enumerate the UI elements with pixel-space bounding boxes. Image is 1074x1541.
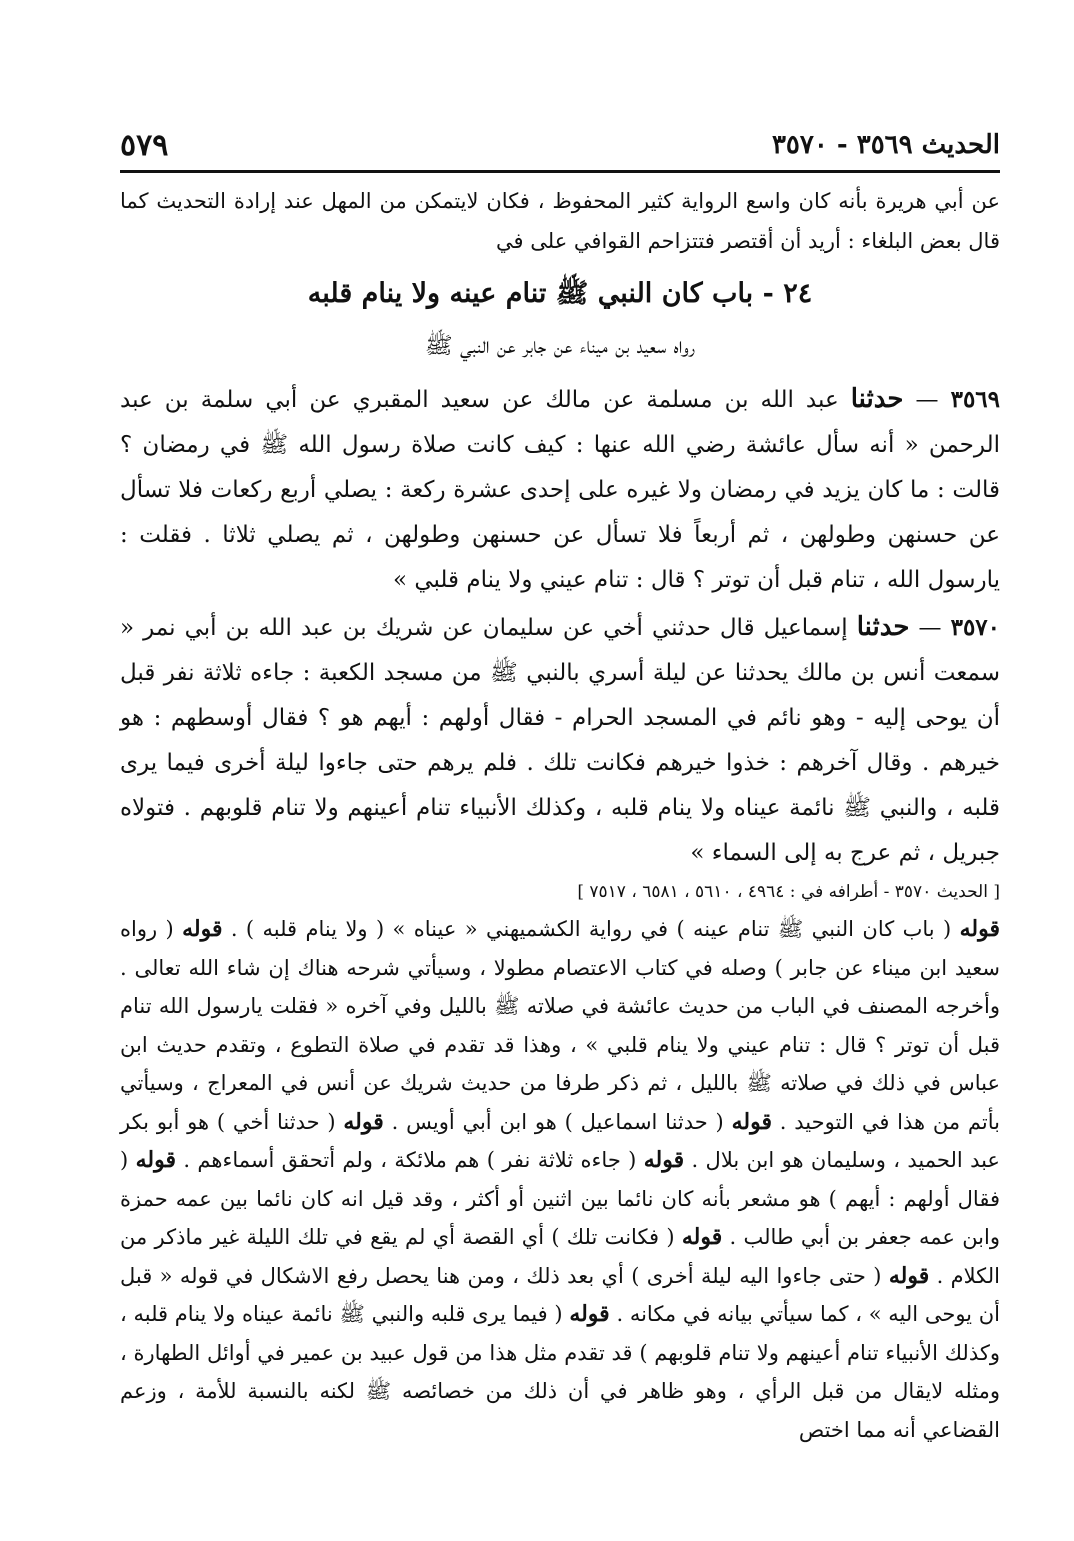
commentary-text: ( جاءه ثلاثة نفر ) هم ملائكة ، ولم أتحقق أسماءهم . [183,1148,637,1172]
page-header [120,126,1000,170]
hadith-3569: ٣٥٦٩ — حدثنا عبد الله بن مسلمة عن مالك عن سعيد المقبري عن أبي سلمة بن عبد الرحمن « أنه سأل عائشة رضي الله عنها : كيف كانت صلاة رسول الله ﷺ في رمضان ؟ قالت : ما كان يزيد في رمضان ولا غيره على إحدى عشرة ركعة : يصلي أربع ركعات فلا تسأل عن حسنهن وطولهن ، ثم أربعاً فلا تسأل عن حسنهن وطولهن ، ثم يصلي ثلاثا . فقلت : يارسول الله ، تنام قبل أن توتر ؟ قال : تنام عيني ولا ينام قلبي » [120,384,1001,593]
hadith-text: إسماعيل قال حدثني أخي عن سليمان عن شريك بن عبد الله بن أبي نمر « سمعت أنس بن مالك يحدثنا عن ليلة أسري بالنبي ﷺ من مسجد الكعبة : جاءه ثلاثة نفر قبل أن يوحى إليه - وهو نائم في المسجد الحرام - فقال أولهم : أيهم هو ؟ فقال أوسطهم : هو خيرهم . وقال آخرهم : خذوا خيرهم فكانت تلك . فلم يرهم حتى جاءوا ليلة أخرى فيما يرى قلبه ، والنبي ﷺ نائمة عيناه ولا ينام قلبه ، وكذلك الأنبياء تنام أعينهم ولا تنام قلوبهم . فتولاه جبريل ، ثم عرج به إلى السماء » [120,615,1000,866]
commentary-keyword: قوله [343,1108,384,1135]
chapter-number: ٢٤ [783,278,813,309]
commentary-keyword: قوله [681,1224,723,1250]
commentary-text: ( حدثنا اسماعيل ) هو ابن أبي أويس . [391,1109,724,1134]
running-title: الحديث ٣٥٦٩ - ٣٥٧٠ [771,130,1000,160]
hadith-cross-references: [ الحديث ٣٥٧٠ - أطرافه في : ٤٩٦٤ ، ٥٦١٠ ، ٦٥٨١ ، ٧٥١٧ ] [577,882,1000,902]
commentary-paragraph [120,910,1000,1449]
intro-paragraph: عن أبي هريرة بأنه كان واسع الرواية كثير المحفوظ ، فكان لايتمكن من المهل عند إرادة التحديث كما قال بعض البلغاء : أريد أن أقتصر فتتزاحم القوافي على في [120,189,1000,253]
chapter-subtitle: رواه سعيد بن ميناء عن جابر عن النبي ﷺ [424,333,696,359]
page-number: ٥٧٩ [120,128,169,163]
hadith-number: ٣٥٦٩ [950,386,1001,413]
chapter-title: كان النبي ﷺ تنام عينه ولا ينام قلبه [307,278,703,309]
commentary-text: ( رواه سعيد ابن ميناء عن جابر ) وصله في كتاب الاعتصام مطولا ، وسيأتي شرحه هناك إن شاء الله تعالى . وأخرجه المصنف في الباب من حديث عائشة في صلاته ﷺ بالليل وفي آخره « فقلت يارسول الله تنام قبل أن توتر ؟ قال : تنام عيني ولا ينام قلبي » ، وهذا قد تقدم في صلاة التطوع ، وتقدم حديث ابن عباس في ذلك في صلاته ﷺ بالليل ، ثم ذكر طرفا من حديث شريك عن أنس في المعراج ، وسيأتي بأتم من هذا في التوحيد . [120,917,1000,1134]
hadith-opener: حدثنا [856,612,910,642]
hadith-opener: حدثنا [850,384,904,414]
commentary-text: ( حدثنا أخي ) هو أبو بكر عبد الحميد ، وسليمان هو ابن بلال . [120,1109,1000,1172]
header-rule [120,170,1000,173]
book-page [120,126,1000,1449]
commentary-text: ( حتى جاءوا اليه ليلة أخرى ) أي بعد ذلك ، ومن هنا يحصل رفع الاشكال في قوله « قبل أن يوحى اليه » ، كما سيأتي بيانه في مكانه . [120,1263,1000,1326]
chapter-label: باب [712,278,754,309]
commentary-text: ( باب كان النبي ﷺ تنام عينه ) في رواية الكشميهني « عيناه » ( ولا ينام قلبه ) . [230,917,952,941]
commentary-keyword: قوله [643,1147,685,1173]
chapter-heading: ٢٤ - باب كان النبي ﷺ تنام عينه ولا ينام قلبه [307,278,813,309]
commentary-keyword: قوله [888,1262,930,1289]
hadith-3570: ٣٥٧٠ — حدثنا إسماعيل قال حدثني أخي عن سليمان عن شريك بن عبد الله بن أبي نمر « سمعت أنس بن مالك يحدثنا عن ليلة أسري بالنبي ﷺ من مسجد الكعبة : جاءه ثلاثة نفر قبل أن يوحى إليه - وهو نائم في المسجد الحرام - فقال أولهم : أيهم هو ؟ فقال أوسطهم : هو خيرهم . وقال آخرهم : خذوا خيرهم فكانت تلك . فلم يرهم حتى جاءوا ليلة أخرى فيما يرى قلبه ، والنبي ﷺ نائمة عيناه ولا ينام قلبه ، وكذلك الأنبياء تنام أعينهم ولا تنام قلوبهم . فتولاه جبريل ، ثم عرج به إلى السماء » [120,612,1001,866]
commentary-keyword: قوله [569,1301,610,1327]
commentary-keyword: قوله [959,916,1000,942]
hadith-text: عبد الله بن مسلمة عن مالك عن سعيد المقبري عن أبي سلمة بن عبد الرحمن « أنه سأل عائشة رضي الله عنها : كيف كانت صلاة رسول الله ﷺ في رمضان ؟ قالت : ما كان يزيد في رمضان ولا غيره على إحدى عشرة ركعة : يصلي أربع ركعات فلا تسأل عن حسنهن وطولهن ، ثم أربعاً فلا تسأل عن حسنهن وطولهن ، ثم يصلي ثلاثا . فقلت : يارسول الله ، تنام قبل أن توتر ؟ قال : تنام عيني ولا ينام قلبي » [120,387,1000,593]
commentary-text: ( فقال أولهم : أيهم ) هو مشعر بأنه كان نائما بين اثنين أو أكثر ، وقد قيل انه كان نائما بين عمه حمزة وابن عمه جعفر بن أبي طالب . [120,1148,1000,1249]
commentary-text: ( فكانت تلك ) أي القصة أي لم يقع في تلك الليلة غير ماذكر من الكلام . [120,1225,1000,1288]
commentary-keyword: قوله [135,1147,176,1173]
hadith-number: ٣٥٧٠ [950,614,1001,641]
commentary-text: ( فيما يرى قلبه والنبي ﷺ نائمة عيناه ولا ينام قلبه ، وكذلك الأنبياء تنام أعينهم ولا تنام قلوبهم ) قد تقدم مثل هذا من قول عبيد بن عمير في أوائل الطهارة ، ومثله لايقال من قبل الرأي ، وهو ظاهر في أن ذلك من خصائصه ﷺ لكنه بالنسبة للأمة ، وزعم القضاعي أنه مما اختص [120,1302,1000,1442]
commentary-keyword: قوله [731,1108,772,1135]
commentary-keyword: قوله [182,916,223,942]
